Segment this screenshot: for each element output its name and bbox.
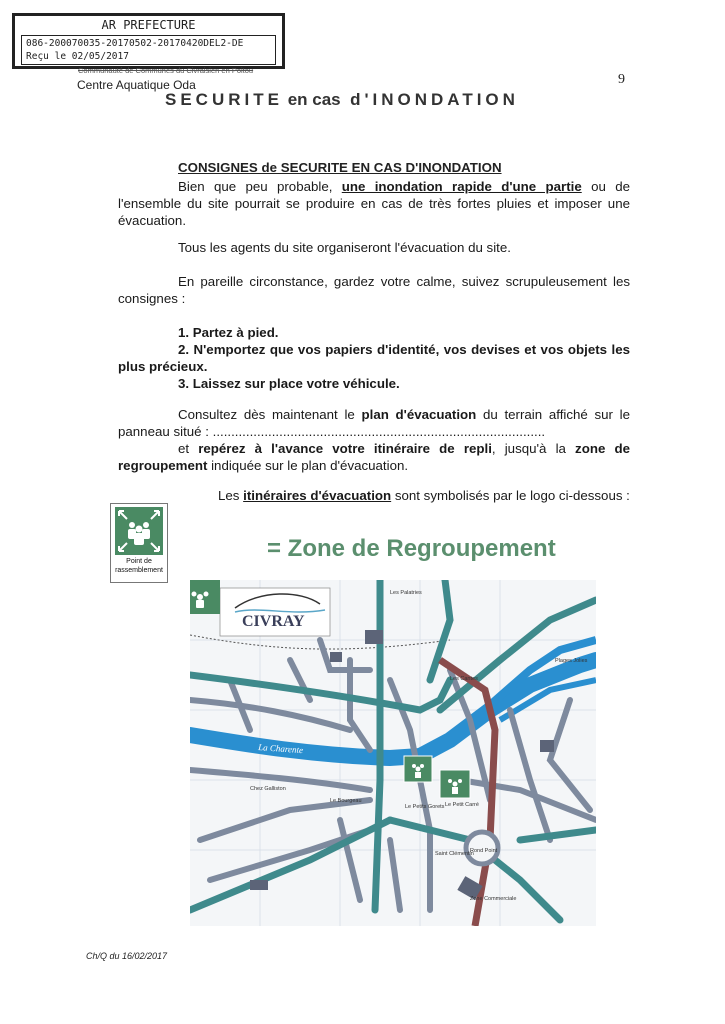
- place-label: Les Cantes: [450, 676, 478, 682]
- p6-text: Les: [218, 488, 244, 503]
- stamp-title: AR PREFECTURE: [101, 18, 196, 32]
- p6-emphasis: itinéraires d'évacuation: [243, 488, 392, 503]
- p4-text-end: du terrain affiché sur le panneau situé : ..........................................................................................: [118, 407, 630, 439]
- instruction-item: 2. N'emportez que vos papiers d'identité, vos devises et vos objets les plus précieux.: [118, 342, 630, 374]
- p5-text-mid: , jusqu'à la: [491, 441, 576, 456]
- place-label: Les Palatries: [390, 590, 422, 596]
- p5-text: et: [178, 441, 199, 456]
- sign-caption-line-1: Point de: [126, 558, 152, 565]
- instruction-list: [118, 324, 630, 392]
- p5-emphasis-2: zone de regroupement: [118, 441, 630, 473]
- p4-text: Consultez dès maintenant le: [178, 407, 362, 422]
- title-part-1: SECURITE: [165, 90, 283, 109]
- place-label: Rond Point: [470, 848, 498, 854]
- paragraph-plan: [118, 406, 630, 474]
- zone-regroupement-legend: = Zone de Regroupement: [267, 535, 556, 562]
- stamp-received-date: Reçu le 02/05/2017: [26, 51, 129, 62]
- p5-text-end: indiquée sur le plan d'évacuation.: [207, 458, 409, 473]
- assembly-marker-logo: [190, 580, 220, 614]
- evacuation-map: [190, 580, 596, 926]
- sign-caption-line-2: rassemblement: [115, 567, 163, 574]
- river-label: La Charente: [257, 742, 304, 756]
- p6-text-end: sont symbolisés par le logo ci-dessous :: [391, 488, 630, 503]
- p1-text: Bien que peu probable,: [178, 179, 342, 194]
- civray-logo: [220, 588, 330, 636]
- place-label: Plages Jolies: [555, 658, 588, 664]
- title-part-3: d'INONDATION: [350, 90, 519, 109]
- prefecture-stamp: [12, 13, 285, 69]
- organisation-name: Communauté de Communes du Civraisien en Poitou: [78, 66, 254, 75]
- stamp-details: [21, 35, 276, 65]
- instruction-item: 3. Laissez sur place votre véhicule.: [178, 376, 400, 391]
- place-label: Le Petit Carré: [445, 802, 479, 808]
- paragraph-intro: [118, 178, 630, 229]
- p5-emphasis-1: repérez à l'avance votre itinéraire de repli: [198, 441, 492, 456]
- assembly-point-icon: [115, 507, 163, 555]
- footer-reference: Ch/Q du 16/02/2017: [86, 951, 168, 961]
- place-label: Le Bourgeau: [330, 798, 362, 804]
- p3-text: En pareille circonstance, gardez votre calme, suivez scrupuleusement les consignes :: [118, 274, 630, 306]
- instruction-item: 1. Partez à pied.: [178, 325, 279, 340]
- assembly-marker: [440, 770, 470, 798]
- page-number: 9: [618, 72, 625, 87]
- paragraph-itineraires: [178, 487, 630, 504]
- place-label: Chez Galliston: [250, 786, 286, 792]
- paragraph-consignes: [118, 273, 630, 307]
- p1-emphasis: une inondation rapide d'une partie: [341, 179, 582, 194]
- sign-caption: [111, 557, 167, 575]
- place-label: Le Petits Gorets: [405, 804, 445, 810]
- section-heading: CONSIGNES de SECURITE EN CAS D'INONDATION: [178, 160, 502, 175]
- place-label: Zone Commerciale: [470, 896, 517, 902]
- stamp-reference: 086-200070035-20170502-20170420DEL2-DE: [26, 38, 244, 49]
- assembly-point-sign: [110, 503, 168, 583]
- p4-emphasis: plan d'évacuation: [361, 407, 477, 422]
- page-title: [165, 90, 519, 110]
- site-name: Centre Aquatique Oda: [77, 78, 196, 92]
- place-label: Saint Clémentin: [435, 851, 474, 857]
- paragraph-agents: [118, 239, 630, 256]
- logo-text: CIVRAY: [242, 613, 305, 630]
- p2-text: Tous les agents du site organiseront l'évacuation du site.: [178, 240, 511, 255]
- assembly-marker: [404, 756, 432, 782]
- title-part-2: en cas: [287, 90, 341, 109]
- p1-text-end: ou de l'ensemble du site pourrait se produire en cas de très fortes pluies et imposer une évacuation.: [118, 179, 630, 228]
